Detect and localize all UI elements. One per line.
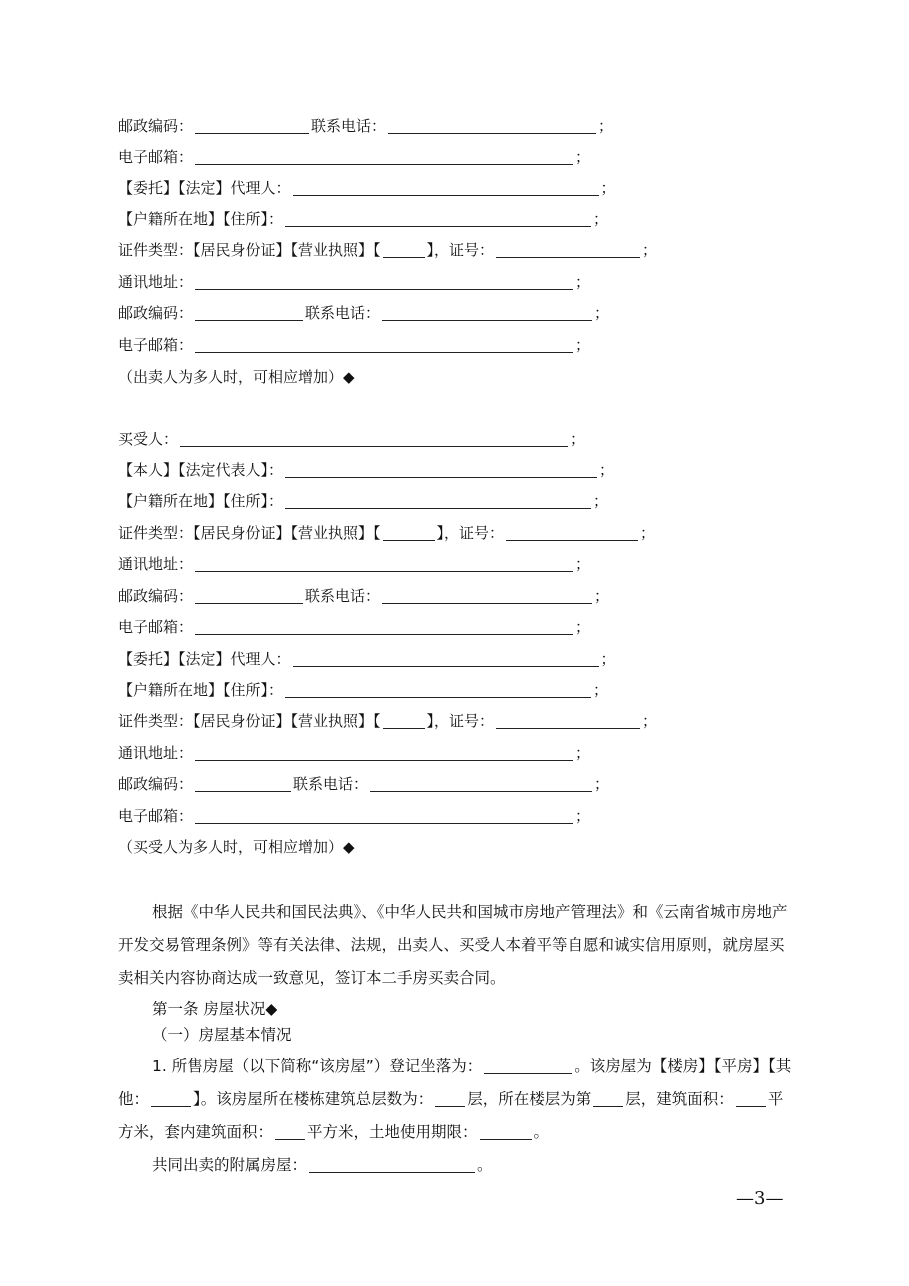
buyer-line	[118, 429, 585, 449]
item-1-floors-label: 】。该房屋所在楼栋建筑总层数为：	[193, 1090, 434, 1108]
self-blank[interactable]	[285, 462, 597, 478]
id-type-close: 】，	[426, 241, 450, 259]
line-end: ；	[600, 179, 616, 197]
address-label: 通讯地址：	[118, 555, 194, 573]
address-blank[interactable]	[195, 745, 573, 761]
item-1-area-label: 层，建筑面积：	[625, 1090, 734, 1108]
domicile-label: 【户籍所在地】【住所】：	[118, 210, 284, 228]
id-type-label: 证件类型：【居民身份证】【营业执照】【	[118, 524, 381, 542]
email-label: 电子邮箱：	[118, 148, 194, 166]
item-1-land-term-label: 平方米，土地使用期限：	[307, 1123, 478, 1141]
postcode-blank[interactable]	[195, 305, 303, 321]
postcode-label: 邮政编码：	[118, 117, 194, 135]
buyer-agent-id-line	[118, 711, 657, 731]
line-end: ；	[593, 681, 609, 699]
buyer-id-line	[118, 523, 655, 543]
agent-label: 【委托】【法定】代理人：	[118, 650, 291, 668]
line-end: ；	[575, 807, 591, 825]
line-end: ；	[575, 336, 591, 354]
item-1-type-label: 。该房屋为【楼房】【平房】【其他：	[118, 1057, 792, 1108]
postcode-blank[interactable]	[195, 118, 309, 134]
phone-blank[interactable]	[388, 118, 596, 134]
line-end: ；	[594, 775, 610, 793]
line-end: ；	[594, 304, 610, 322]
postcode-label: 邮政编码：	[118, 775, 194, 793]
buyer-blank[interactable]	[180, 431, 568, 447]
item-1-inner-area-label: 平方米，套内建筑面积：	[118, 1090, 784, 1141]
line-end: ；	[593, 492, 609, 510]
phone-label: 联系电话：	[305, 587, 381, 605]
seller-agent-postcode-phone-line	[118, 303, 609, 323]
line-end: ；	[599, 461, 615, 479]
address-label: 通讯地址：	[118, 744, 194, 762]
domicile-label: 【户籍所在地】【住所】：	[118, 492, 284, 510]
annex-end: 。	[477, 1156, 493, 1174]
item-1-end: 。	[533, 1123, 550, 1141]
article-1-title: 第一条 房屋状况◆	[152, 1000, 278, 1018]
phone-label: 联系电话：	[305, 304, 381, 322]
line-end: ；	[575, 148, 591, 166]
section-1-title: （一）房屋基本情况	[152, 1026, 292, 1044]
annex-blank[interactable]	[309, 1157, 475, 1173]
id-type-close: 】，	[436, 524, 460, 542]
line-end: ；	[575, 273, 591, 291]
page-number: —3—	[736, 1188, 784, 1209]
line-end: ；	[642, 712, 658, 730]
buyer-agent-address-line	[118, 743, 590, 763]
email-label: 电子邮箱：	[118, 807, 194, 825]
address-blank[interactable]	[195, 556, 573, 572]
item-1-location-label: 1. 所售房屋（以下简称“该房屋”）登记坐落为：	[152, 1057, 483, 1075]
phone-label: 联系电话：	[311, 117, 387, 135]
seller-postcode-phone-line	[118, 116, 613, 136]
buyer-address-line	[118, 554, 590, 574]
email-blank[interactable]	[195, 337, 573, 353]
id-type-label: 证件类型：【居民身份证】【营业执照】【	[118, 241, 381, 259]
phone-label: 联系电话：	[293, 775, 369, 793]
line-end: ；	[594, 587, 610, 605]
buyer-domicile-line	[118, 491, 608, 511]
phone-blank[interactable]	[382, 305, 592, 321]
id-type-other-blank[interactable]	[383, 242, 425, 258]
domicile-blank[interactable]	[285, 682, 591, 698]
id-no-blank[interactable]	[506, 525, 638, 541]
line-end: ；	[600, 650, 616, 668]
line-end: ；	[598, 117, 614, 135]
buyer-email-line	[118, 617, 590, 637]
address-blank[interactable]	[195, 274, 573, 290]
land-term-blank[interactable]	[480, 1124, 532, 1140]
postcode-blank[interactable]	[195, 588, 303, 604]
buyer-agent-postcode-phone-line	[118, 774, 609, 794]
email-blank[interactable]	[195, 808, 573, 824]
agent-blank[interactable]	[293, 651, 599, 667]
phone-blank[interactable]	[370, 776, 592, 792]
line-end: ；	[640, 524, 656, 542]
preamble-paragraph: 根据《中华人民共和国民法典》、《中华人民共和国城市房地产管理法》和《云南省城市房地产开发交易管理条例》等有关法律、法规，出卖人、买受人本着平等自愿和诚实信用原则，就房屋买卖相关内容协商达成一致意见，签订本二手房买卖合同。	[118, 903, 788, 987]
id-no-label: 证号：	[449, 712, 495, 730]
buyer-agent-email-line	[118, 806, 590, 826]
type-other-blank[interactable]	[151, 1091, 191, 1107]
item-1-paragraph	[118, 1050, 798, 1149]
seller-agent-line	[118, 178, 616, 198]
address-label: 通讯地址：	[118, 273, 194, 291]
self-label: 【本人】【法定代表人】：	[118, 461, 284, 479]
buyer-label: 买受人：	[118, 430, 179, 448]
buyer-self-line	[118, 460, 614, 480]
id-no-label: 证号：	[449, 241, 495, 259]
seller-agent-domicile-line	[118, 209, 608, 229]
postcode-label: 邮政编码：	[118, 587, 194, 605]
seller-multi-note: （出卖人为多人时，可相应增加）◆	[118, 368, 355, 386]
id-type-other-blank[interactable]	[383, 713, 425, 729]
phone-blank[interactable]	[382, 588, 592, 604]
id-type-other-blank[interactable]	[383, 525, 435, 541]
buyer-multi-note: （买受人为多人时，可相应增加）◆	[118, 838, 355, 856]
inner-area-blank[interactable]	[275, 1124, 305, 1140]
id-no-blank[interactable]	[496, 242, 640, 258]
agent-label: 【委托】【法定】代理人：	[118, 179, 291, 197]
email-label: 电子邮箱：	[118, 336, 194, 354]
total-floors-blank[interactable]	[435, 1091, 465, 1107]
seller-agent-email-line	[118, 335, 590, 355]
line-end: ；	[570, 430, 586, 448]
line-end: ；	[575, 744, 591, 762]
postcode-label: 邮政编码：	[118, 304, 194, 322]
domicile-blank[interactable]	[285, 211, 591, 227]
buyer-agent-domicile-line	[118, 680, 608, 700]
buyer-agent-line	[118, 649, 616, 669]
line-end: ；	[593, 210, 609, 228]
id-type-close: 】，	[426, 712, 450, 730]
seller-agent-id-line	[118, 240, 657, 260]
domicile-blank[interactable]	[285, 493, 591, 509]
location-blank[interactable]	[484, 1058, 572, 1074]
floor-blank[interactable]	[593, 1091, 623, 1107]
agent-blank[interactable]	[293, 180, 599, 196]
id-type-label: 证件类型：【居民身份证】【营业执照】【	[118, 712, 381, 730]
annex-line	[118, 1149, 798, 1182]
line-end: ；	[575, 555, 591, 573]
id-no-blank[interactable]	[496, 713, 640, 729]
item-1-floor-label: 层，所在楼层为第	[467, 1090, 592, 1108]
line-end: ；	[575, 618, 591, 636]
annex-label: 共同出卖的附属房屋：	[152, 1156, 308, 1174]
seller-agent-address-line	[118, 272, 590, 292]
email-blank[interactable]	[195, 619, 573, 635]
buyer-postcode-phone-line	[118, 586, 609, 606]
seller-email-line	[118, 147, 590, 167]
id-no-label: 证号：	[459, 524, 505, 542]
email-label: 电子邮箱：	[118, 618, 194, 636]
line-end: ；	[642, 241, 658, 259]
postcode-blank[interactable]	[195, 776, 291, 792]
email-blank[interactable]	[195, 149, 573, 165]
area-blank[interactable]	[736, 1091, 766, 1107]
domicile-label: 【户籍所在地】【住所】：	[118, 681, 284, 699]
